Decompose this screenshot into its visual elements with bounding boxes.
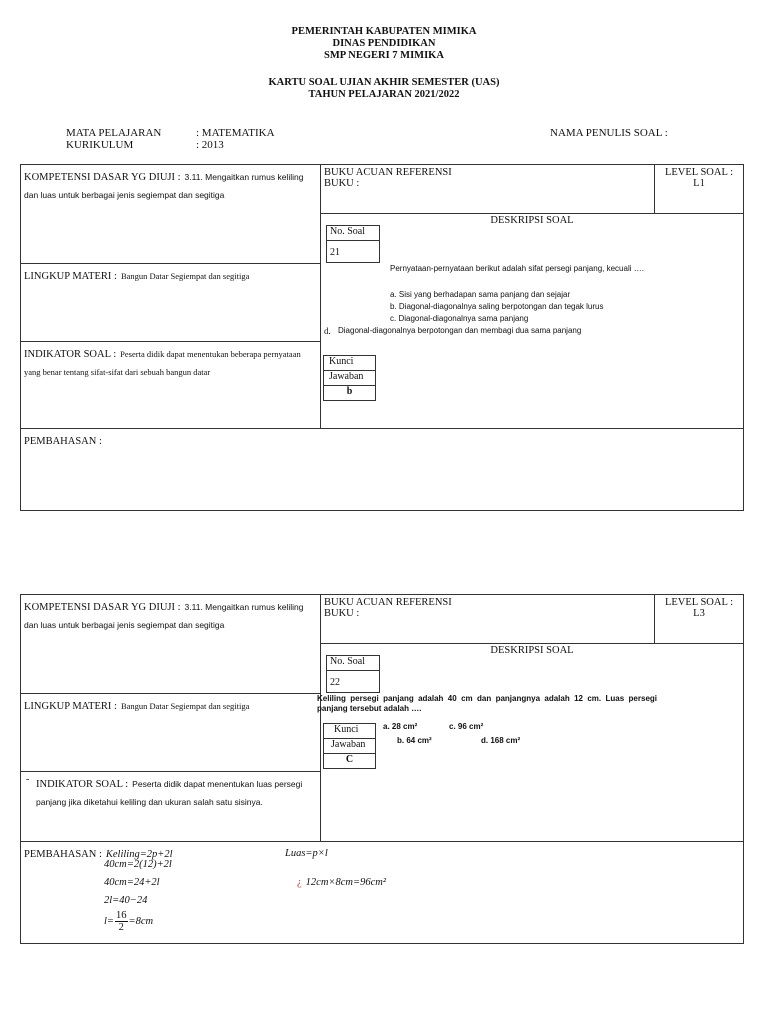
jawaban-value: C (345, 754, 354, 765)
deskripsi-label: DESKRIPSI SOAL (490, 645, 574, 656)
lingkup-label: LINGKUP MATERI : (24, 271, 117, 282)
kompetensi-cell (21, 165, 320, 263)
lingkup-text: Bangun Datar Segiempat dan segitiga (120, 271, 250, 281)
solution-step-5 (104, 910, 153, 933)
solution-step-5-post: =8cm (128, 916, 154, 927)
curriculum-label: KURIKULUM (66, 139, 134, 151)
kompetensi-cell (21, 595, 320, 693)
lingkup-text: Bangun Datar Segiempat dan segitiga (120, 701, 250, 711)
author-label: NAMA PENULIS SOAL : (550, 127, 668, 139)
lingkup-label: LINGKUP MATERI : (24, 701, 117, 712)
no-soal-box (326, 655, 380, 693)
solution-step-5-pre: l= (104, 916, 115, 927)
reference-label: BUKU ACUAN REFERENSI (324, 597, 452, 608)
reference-cell (320, 165, 654, 213)
deskripsi-cell (317, 643, 743, 841)
fraction-numerator: 16 (116, 910, 127, 921)
option-c: c. Diagonal-diagonalnya sama panjang (390, 314, 529, 323)
subject-label: MATA PELAJARAN (66, 127, 162, 139)
header-line-2: DINAS PENDIDIKAN (332, 38, 436, 49)
no-soal-box (326, 225, 380, 263)
reference-cell (320, 595, 654, 643)
question-text: Pernyataan-pernyataan berikut adalah sifat persegi panjang, kecuali …. (390, 264, 644, 273)
no-soal-label: No. Soal (327, 656, 379, 671)
deskripsi-label: DESKRIPSI SOAL (490, 215, 574, 226)
bullet-icon: - (26, 774, 30, 785)
option-a: a. Sisi yang berhadapan sama panjang dan sejajar (390, 290, 571, 299)
option-c: c. 96 cm² (449, 722, 484, 731)
option-d-letter: d. (324, 326, 331, 336)
header-line-5: TAHUN PELAJARAN 2021/2022 (308, 89, 460, 100)
option-a: a. 28 cm² (383, 722, 418, 731)
kompetensi-text: 3.11. Mengaitkan rumus keliling dan luas untuk berbagai jenis segiempat dan segitiga (24, 602, 304, 630)
lingkup-cell (21, 693, 320, 771)
solution-step-3: 40cm=24+2l (104, 877, 160, 888)
subject-value: : MATEMATIKA (196, 127, 275, 139)
kompetensi-label: KOMPETENSI DASAR YG DIUJI : (24, 172, 181, 183)
kunci-label: Kunci (324, 724, 375, 739)
option-b: b. Diagonal-diagonalnya saling berpotongan dan tegak lurus (390, 302, 604, 311)
indikator-cell (21, 771, 320, 841)
pembahasan-cell (21, 428, 743, 510)
indikator-label: INDIKATOR SOAL : (36, 779, 129, 790)
no-soal-label: No. Soal (327, 226, 379, 241)
header-line-1: PEMERINTAH KABUPATEN MIMIKA (291, 26, 477, 37)
solution-step-4: 2l=40−24 (104, 895, 148, 906)
jawaban-label: Jawaban (324, 371, 375, 386)
fraction-denominator: 2 (118, 922, 124, 933)
level-label: LEVEL SOAL : (664, 597, 734, 608)
jawaban-label: Jawaban (324, 739, 375, 754)
header-line-4: KARTU SOAL UJIAN AKHIR SEMESTER (UAS) (268, 77, 500, 88)
option-d: d. 168 cm² (481, 736, 521, 745)
reference-book: BUKU : (324, 178, 360, 189)
curriculum-value: : 2013 (196, 139, 224, 151)
kunci-box (323, 355, 376, 401)
solution-result: 12cm×8cm=96cm² (305, 877, 386, 888)
no-soal-value: 22 (330, 677, 340, 688)
pembahasan-label: PEMBAHASAN : (24, 436, 102, 447)
level-label: LEVEL SOAL : (664, 167, 734, 178)
solution-luas: Luas=p×l (285, 848, 328, 859)
kompetensi-label: KOMPETENSI DASAR YG DIUJI : (24, 602, 181, 613)
indikator-label: INDIKATOR SOAL : (24, 349, 117, 360)
reference-label: BUKU ACUAN REFERENSI (324, 167, 452, 178)
level-cell (654, 595, 743, 643)
pembahasan-cell (21, 841, 743, 943)
no-soal-value: 21 (330, 247, 340, 258)
indikator-text: Peserta didik dapat menentukan luas persegi panjang jika diketahui keliling dan ukuran salah satu sisinya. (36, 779, 303, 807)
option-b: b. 64 cm² (397, 736, 432, 745)
solution-step-1: Keliling=2p+2l (105, 849, 173, 860)
level-value: L1 (693, 178, 705, 189)
level-cell (654, 165, 743, 213)
kunci-box (323, 723, 376, 769)
deskripsi-cell (320, 213, 743, 428)
kompetensi-text: 3.11. Mengaitkan rumus keliling dan luas untuk berbagai jenis segiempat dan segitiga (24, 172, 304, 200)
option-d: Diagonal-diagonalnya berpotongan dan membagi dua sama panjang (338, 326, 582, 335)
lingkup-cell (21, 263, 320, 341)
level-value: L3 (693, 608, 705, 619)
header-line-3: SMP NEGERI 7 MIMIKA (324, 50, 444, 61)
solution-mark: ¿ (297, 877, 302, 888)
question-card-22 (20, 594, 744, 944)
indikator-cell (21, 341, 320, 428)
indikator-text: Peserta didik dapat menentukan beberapa pernyataan yang benar tentang sifat-sifat dari sebuah bangun datar (24, 349, 301, 377)
kunci-label: Kunci (324, 356, 375, 371)
question-text: Keliling persegi panjang adalah 40 cm dan panjangnya adalah 12 cm. Luas persegi panjang tersebut adalah …. (317, 694, 657, 713)
reference-book: BUKU : (324, 608, 360, 619)
solution-step-2: 40cm=2(12)+2l (104, 859, 172, 870)
pembahasan-label: PEMBAHASAN : (24, 849, 102, 860)
jawaban-value: b (346, 386, 353, 397)
question-card-21 (20, 164, 744, 511)
